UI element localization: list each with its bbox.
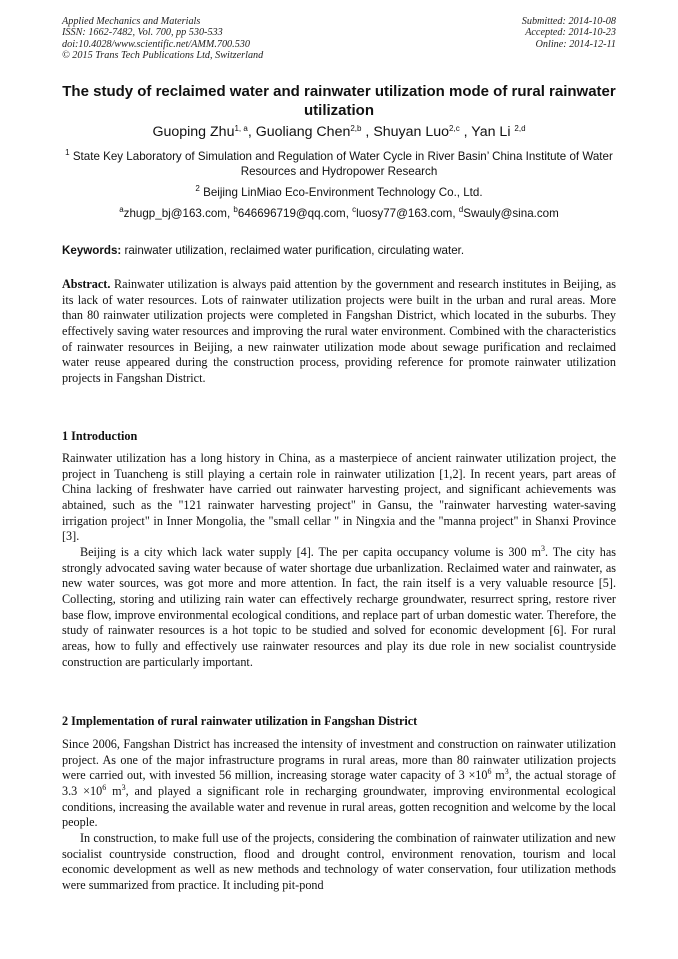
abstract: [62, 277, 616, 387]
author-affiliation-mark: 2,b: [350, 124, 362, 133]
text-run: , the actual storage of 3.3 ×10: [62, 768, 616, 798]
keywords-text: rainwater utilization, reclaimed water purification, circulating water.: [121, 244, 465, 257]
email-address: Swauly@sina.com: [463, 207, 559, 220]
section-heading-implementation: 2 Implementation of rural rainwater utilization in Fangshan District: [62, 714, 418, 728]
text-run: Beijing is a city which lack water supply [4]. The per capita occupancy volume is 300 m: [80, 544, 541, 559]
email-address: luosy77@163.com,: [356, 207, 459, 220]
author-affiliation-mark: 1, a: [234, 124, 248, 133]
submitted-date: Submitted: 2014-10-08: [521, 16, 616, 27]
superscript: 3: [121, 782, 126, 792]
author-name: Yan Li: [471, 124, 515, 140]
copyright-line: © 2015 Trans Tech Publications Ltd, Switzerland: [62, 50, 264, 62]
abstract-text: Rainwater utilization is always paid attention by the government and research institutes in Beijing, as its lack of water resources. Lots of rainwater utilization projects were built in the urban and rural areas. More than 80 rainwater utilization projects were completed in Fangshan District, which located in the suburbs. They effectively saving water resources and improving the rural water environment. Combined with the characteristics of rainwater resources in Beijing, a new rainwater utilization mode about sewage purification and reclaimed water reuse appeared during the construction process, providing reference for promote rainwater utilization projects in Fangshan District.: [62, 277, 616, 385]
author-affiliation-mark: 2,c: [449, 124, 460, 133]
keywords: [62, 244, 616, 258]
abstract-paragraph: [62, 277, 616, 387]
author-name: Guoliang Chen: [255, 124, 351, 140]
author-separator: ,: [247, 124, 256, 140]
affiliation-2: [62, 186, 616, 201]
author-affiliation-mark: 2,d: [514, 124, 526, 133]
abstract-label: Abstract.: [62, 277, 111, 291]
online-date: Online: 2014-12-11: [535, 38, 616, 50]
text-run: m: [491, 768, 505, 783]
implementation-body: [62, 737, 616, 894]
text-run: Since 2006, Fangshan District has increased the intensity of investment and construction on rainwater utilization project. As one of the major infrastructure programs in rural areas, more than 80 rainwater utilization projects were carried out, with invested 56 million, increasing storage water capacity of 3 ×10: [62, 737, 616, 783]
issn-line: ISSN: 1662-7482, Vol. 700, pp 530-533: [62, 27, 223, 39]
email-mark: b: [233, 205, 238, 214]
text-run: . The city has strongly advocated saving water because of water shortage due urbanlization. Reclaimed water and rainwater, as new water sources, was got more and more attention. In fact, the rain itself is a very valuable resource [5]. Collecting, storing and utilizing rain water can effectively recharge groundwater, resurrect spring, restore river base flow, improve environmental ecological conditions, and replace part of urban domestic water. Therefore, the study of rainwater resources is a hot topic to be studied and solved for economic development [6]. For rural areas, how to fully and effectively use rainwater resources and play its due role in new socialist countryside construction are particularly important.: [62, 544, 617, 669]
superscript: 6: [102, 782, 107, 792]
text-run: , and played a significant role in recharging groundwater, improving environmental ecological conditions, increasing the available water and revenue in rural areas, gotten recognition and welcome by the local people.: [62, 783, 617, 830]
accepted-date: Accepted: 2014-10-23: [525, 27, 616, 39]
journal-header-right: [522, 16, 616, 50]
email-mark: d: [458, 205, 464, 214]
author-separator: ,: [361, 124, 374, 140]
affiliation-text: State Key Laboratory of Simulation and Regulation of Water Cycle in River Basin’ China Institute of Water Resources and Hydropower Research: [69, 150, 613, 178]
author-name: Guoping Zhu: [152, 124, 235, 140]
keywords-label: Keywords:: [62, 244, 122, 257]
author-separator: ,: [459, 124, 472, 140]
journal-header-left: [62, 16, 263, 62]
superscript: 3: [504, 767, 509, 777]
affiliation-text: Beijing LinMiao Eco-Environment Technology Co., Ltd.: [199, 186, 483, 199]
affiliation-mark: 2: [195, 184, 200, 193]
superscript: 3: [541, 543, 545, 553]
paragraph: [62, 737, 616, 831]
text-run: m: [106, 783, 122, 798]
journal-name: Applied Mechanics and Materials: [62, 16, 201, 27]
affiliation-1: [62, 150, 616, 179]
doi-line: doi:10.4028/www.scientific.net/AMM.700.530: [62, 38, 250, 50]
paragraph: [62, 545, 616, 670]
paragraph: Rainwater utilization has a long history in China, as a masterpiece of ancient rainwater utilization project, the project in Tuancheng is still playing a certain role in rainwater utilization [1,2]. In recent years, part areas of China lacking of freshwater have carried out rainwater harvesting project, and significant achievements was abtained, such as the "121 rainwater harvesting project" in Gansu, the "rainwater harvesting water-saving irrigation project" in Inner Mongolia, the "small cellar " in Ningxia and the "manna project" in Shanxi Province [3].: [62, 451, 616, 544]
email-address: 646696719@qq.com,: [237, 207, 353, 220]
section-heading-introduction: 1 Introduction: [62, 429, 138, 443]
paragraph: In construction, to make full use of the projects, considering the combination of rainwater utilization and new socialist countryside construction, flood and drought control, environment renovation, tourism and local economic development as well as new methods and technology of water conservation, four utilization methods were summarized from practice. It including pit-pond: [62, 830, 616, 892]
email-mark: c: [352, 205, 357, 214]
email-mark: a: [119, 205, 124, 214]
superscript: 6: [487, 767, 492, 777]
email-list: [62, 207, 616, 221]
author-name: Shuyan Luo: [373, 124, 450, 140]
author-list: [62, 124, 616, 141]
paper-title: The study of reclaimed water and rainwater utilization mode of rural rainwater utilization: [62, 83, 616, 119]
affiliation-mark: 1: [65, 148, 70, 157]
introduction-body: [62, 451, 616, 670]
email-address: zhugp_bj@163.com,: [123, 207, 234, 220]
